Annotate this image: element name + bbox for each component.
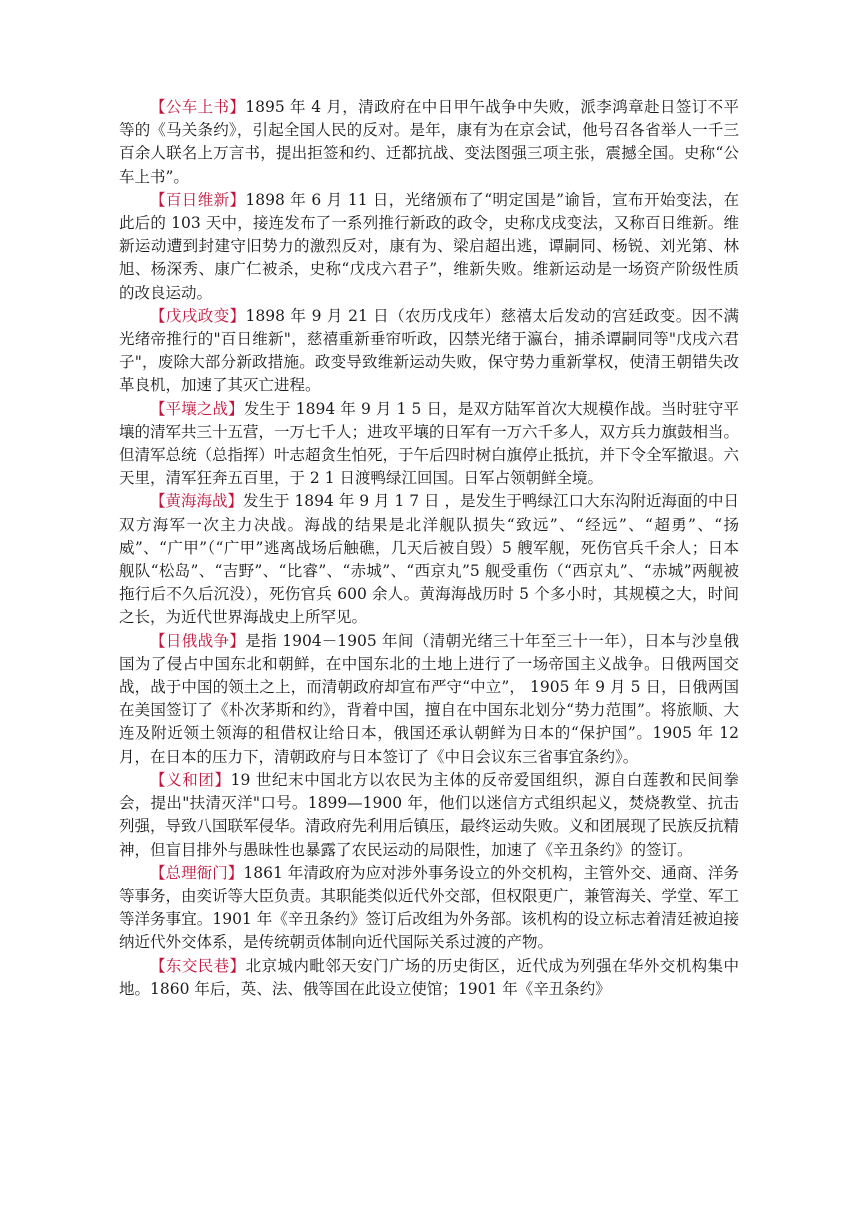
entry-rie-zhanzheng xyxy=(119,630,739,769)
entry-term: 【日俄战争】 xyxy=(150,631,246,650)
entry-text: 1898 年 9 月 21 日（农历戊戌年）慈禧太后发动的宫廷政变。因不满光绪帝推行的"百日维新"，慈禧重新垂帘听政，囚禁光绪于瀛台，捕杀谭嗣同等"戊戌六君子"，废除大部分新政措施。政变导致维新运动失败，保守势力重新掌权，使清王朝错失改革良机，加速了其灭亡进程。 xyxy=(119,306,739,395)
entry-term: 【义和团】 xyxy=(150,770,231,789)
entry-term: 【东交民巷】 xyxy=(150,956,246,975)
entry-dongjiao-minxiang xyxy=(119,955,739,1001)
entry-term: 【平壤之战】 xyxy=(150,399,244,418)
entry-huanghai-haizhan xyxy=(119,490,739,629)
entry-gongche-shangshu xyxy=(119,96,739,189)
entry-text: 发生于 1894 年 9 月 1 7 日 ，是发生于鸭绿江口大东沟附近海面的中日双方海军一次主力决战。海战的结果是北洋舰队损失“致远”、“经远”、“超勇”、“扬威”、“广甲”（“广甲”逃离战场后触礁，几天后被自毁）5 艘军舰，死伤官兵千余人；日本舰队“松岛”、“吉野”、“比睿”、“赤城”、“西京丸”5 舰受重伤（“西京丸”、“赤城”两舰被拖行后不久后沉没），死伤官兵 600 余人。黄海海战历时 5 个多小时，其规模之大，时间之长，为近代世界海战史上所罕见。 xyxy=(119,492,739,627)
entry-zongli-yamen xyxy=(119,862,739,955)
entry-term: 【公车上书】 xyxy=(150,98,246,116)
entry-text: 1898 年 6 月 11 日，光绪颁布了“明定国是”谕旨，宣布开始变法，在此后的 103 天中，接连发布了一系列推行新政的政令，史称戊戌变法，又称百日维新。维新运动遭到封建守旧势力的激烈反对，康有为、梁启超出逃，谭嗣同、杨锐、刘光第、林旭、杨深秀、康广仁被杀，史称“戊戌六君子”，维新失败。维新运动是一场资产阶级性质的改良运动。 xyxy=(119,190,739,302)
entry-text: 发生于 1894 年 9 月 1 5 日，是双方陆军首次大规模作战。当时驻守平壤的清军共三十五营，一万七千人；进攻平壤的日军有一万六千多人，双方兵力旗鼓相当。但清军总统（总指挥）叶志超贪生怕死，于午后四时树白旗停止抵抗，并下令全军撤退。六天里，清军狂奔五百里，于 2 1 日渡鸭绿江回国。日军占领朝鲜全境。 xyxy=(119,399,740,488)
entry-yihetuan xyxy=(119,769,739,862)
document-page xyxy=(119,96,739,1001)
entry-term: 【戊戌政变】 xyxy=(150,306,246,325)
entry-bairi-weixin xyxy=(119,189,739,305)
entry-wuxu-zhengbian xyxy=(119,305,739,398)
entry-text: 1895 年 4 月，清政府在中日甲午战争中失败，派李鸿章赴日签订不平等的《马关条约》，引起全国人民的反对。是年，康有为在京会试，他号召各省举人一千三百余人联名上万言书，提出拒签和约、迁都抗战、变法图强三项主张，震撼全国。史称“公车上书”。 xyxy=(119,98,739,186)
entry-pingrang-zhizhan xyxy=(119,398,739,491)
entry-text: 北京城内毗邻天安门广场的历史街区，近代成为列强在华外交机构集中地。1860 年后，英、法、俄等国在此设立使馆；1901 年《辛丑条约》 xyxy=(119,956,739,998)
entry-term: 【黄海海战】 xyxy=(150,492,244,511)
entry-text: 是指 1904－1905 年间（清朝光绪三十年至三十一年），日本与沙皇俄国为了侵占中国东北和朝鲜，在中国东北的土地上进行了一场帝国主义战争。日俄两国交战，战于中国的领土之上，而清朝政府却宣布严守“中立”， 1905 年 9 月 5 日，日俄两国在美国签订了《朴次茅斯和约》，背着中国，擅自在中国东北划分“势力范围”。将旅顺、大连及附近领土领海的租借权让给日本，俄国还承认朝鲜为日本的“保护国”。1905 年 12 月，在日本的压力下，清朝政府与日本签订了《中日会议东三省事宜条约》。 xyxy=(119,631,739,766)
entry-text: 1861 年清政府为应对涉外事务设立的外交机构，主管外交、通商、洋务等事务，由奕䜣等大臣负责。其职能类似近代外交部，但权限更广，兼管海关、学堂、军工等洋务事宜。1901 年《辛丑条约》签订后改组为外务部。该机构的设立标志着清廷被迫接纳近代外交体系，是传统朝贡体制向近代国际关系过渡的产物。 xyxy=(119,863,740,952)
entry-term: 【百日维新】 xyxy=(150,190,246,209)
entry-text: 19 世纪末中国北方以农民为主体的反帝爱国组织，源自白莲教和民间拳会，提出"扶清灭洋"口号。1899—1900 年，他们以迷信方式组织起义，焚烧教堂、抗击列强，导致八国联军侵华。清政府先利用后镇压，最终运动失败。义和团展现了民族反抗精神，但盲目排外与愚昧性也暴露了农民运动的局限性，加速了《辛丑条约》的签订。 xyxy=(119,770,740,859)
entry-term: 【总理衙门】 xyxy=(150,863,244,882)
